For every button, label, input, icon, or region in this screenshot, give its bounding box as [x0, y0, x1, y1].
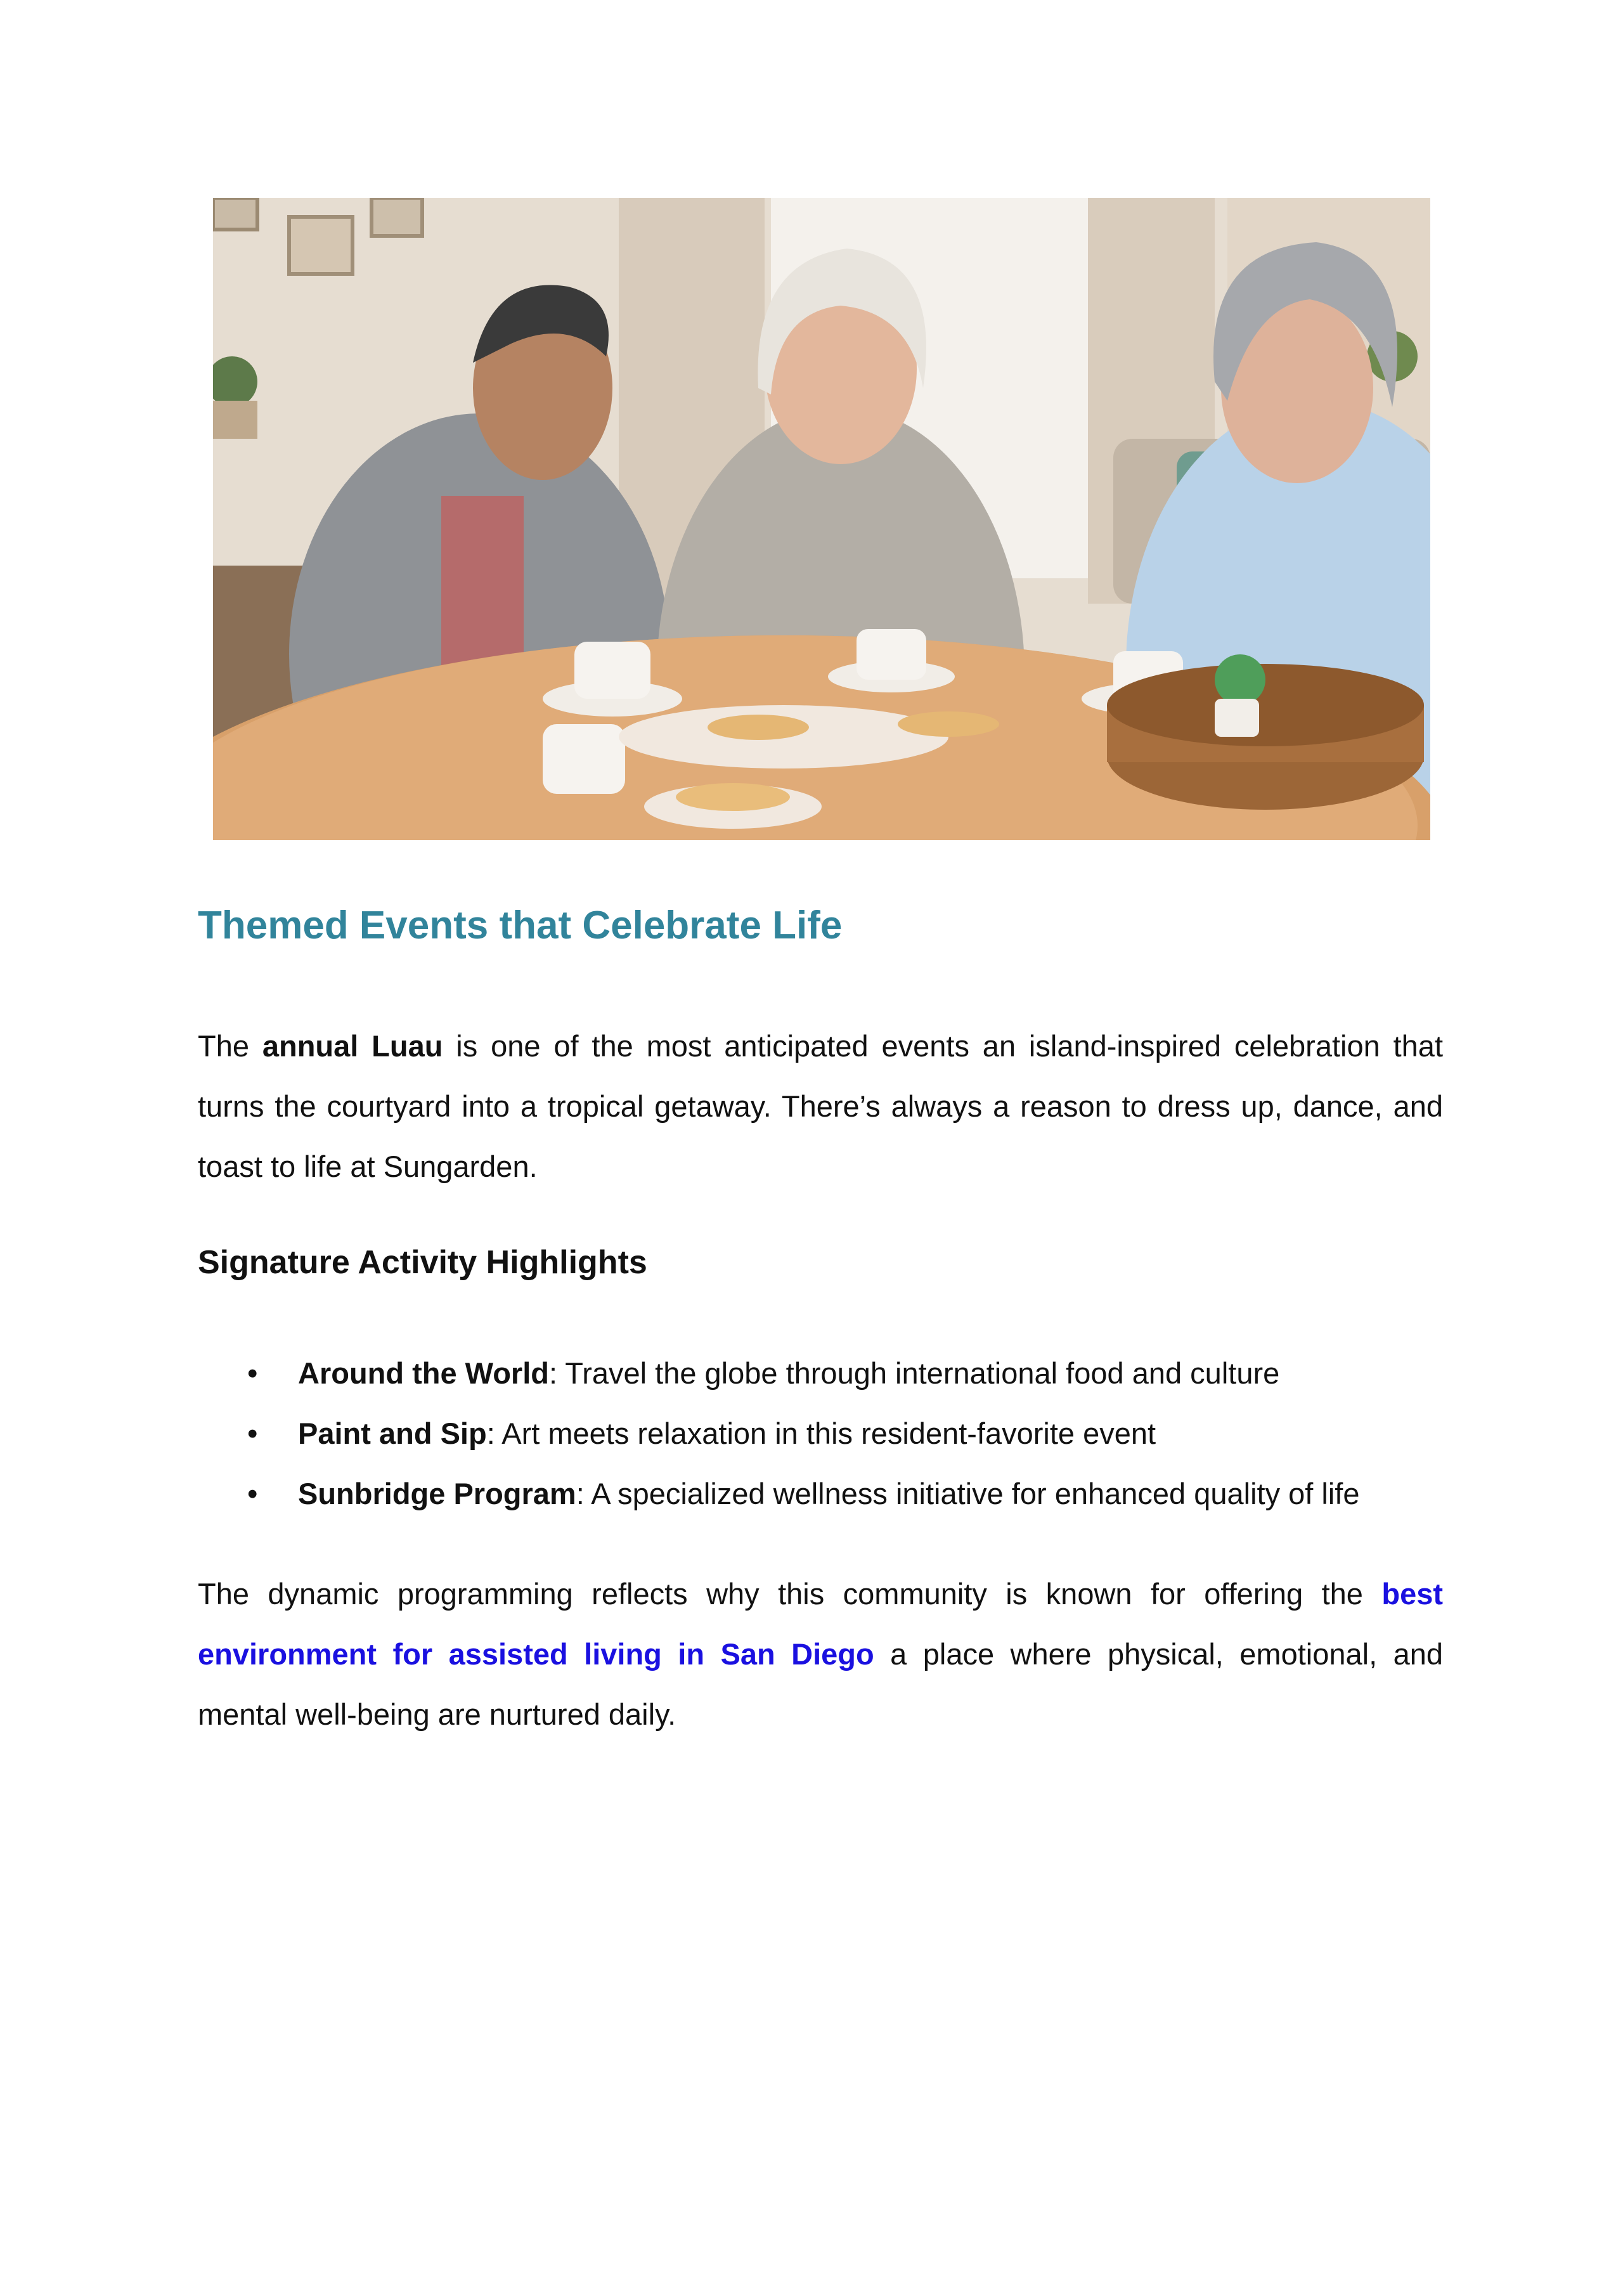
- seniors-at-tea-table-photo: [213, 198, 1430, 840]
- list-item-term: Around the World: [298, 1356, 549, 1390]
- bullet-icon: •: [247, 1417, 258, 1450]
- highlights-list: [198, 1343, 1443, 1524]
- bullet-icon: •: [247, 1356, 258, 1390]
- list-item: [198, 1343, 1443, 1403]
- list-item-desc: : A specialized wellness initiative for enhanced quality of life: [576, 1477, 1360, 1510]
- intro-bold-term: annual Luau: [262, 1029, 443, 1063]
- intro-rest: is one of the most anticipated events an island-inspired celebration that turns the courtyard into a tropical getaway. There’s always a reason to dress up, dance, and toast to life at Sungarden.: [198, 1029, 1444, 1183]
- section-title: Themed Events that Celebrate Life: [198, 904, 843, 947]
- bullet-icon: •: [247, 1477, 258, 1510]
- list-item-term: Sunbridge Program: [298, 1477, 576, 1510]
- intro-paragraph: [198, 1016, 1443, 1197]
- assisted-living-link[interactable]: best environment for assisted living in San Diego: [198, 1577, 1443, 1671]
- highlights-title: Signature Activity Highlights: [198, 1244, 647, 1281]
- closing-paragraph: [198, 1564, 1443, 1744]
- intro-lead: The: [198, 1029, 262, 1063]
- list-item: [198, 1403, 1443, 1463]
- closing-before: The dynamic programming reflects why this community is known for offering the: [198, 1577, 1382, 1611]
- list-item-desc: : Travel the globe through international food and culture: [548, 1356, 1280, 1390]
- list-item: [198, 1463, 1443, 1524]
- closing-after: a place where physical, emotional, and mental well-being are nurtured daily.: [198, 1637, 1443, 1731]
- list-item-term: Paint and Sip: [298, 1417, 487, 1450]
- list-item-desc: : Art meets relaxation in this resident-favorite event: [486, 1417, 1156, 1450]
